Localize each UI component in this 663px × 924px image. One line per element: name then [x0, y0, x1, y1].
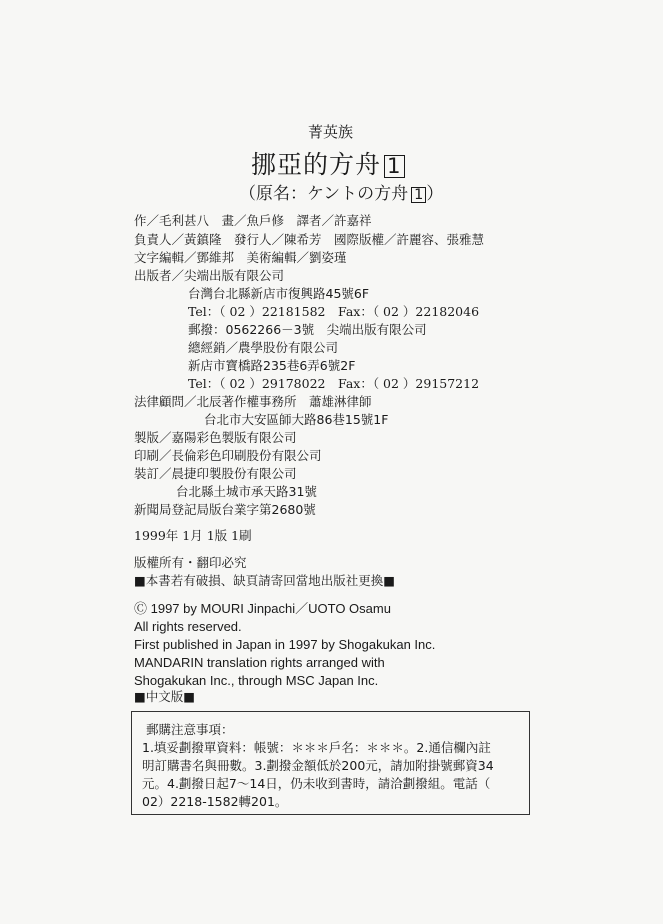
edition-line: 1999年 1月 1版 1刷 [134, 528, 252, 543]
distributor-phone-fax: Tel：（ 02 ）29178022 Fax：（ 02 ）29157212 [188, 376, 480, 391]
copyright-notice: 版權所有・翻印必究 [134, 555, 247, 570]
legal-counsel-address: 台北市大安區師大路86巷15號1F [204, 412, 389, 427]
distributor: 總經銷／農學股份有限公司 [188, 340, 339, 355]
chinese-edition-label: ■中文版■ [134, 689, 196, 704]
publisher-imprint: 菁英族 [308, 123, 354, 141]
original-title-post: ） [426, 184, 444, 204]
mail-order-line: 元。4.劃撥日起7～14日，仍未收到書時，請洽劃撥組。電話（ [142, 776, 491, 791]
printer: 印刷／長倫彩色印刷股份有限公司 [134, 448, 322, 463]
binder: 裝訂／晨捷印製股份有限公司 [134, 466, 297, 481]
legal-counsel: 法律顧問／北辰著作權事務所 蕭雄淋律師 [134, 394, 372, 409]
registration-number: 新聞局登記局版台業字第2680號 [134, 502, 316, 517]
credits-line: 負責人／黃鎮隆 發行人／陳希芳 國際版權／許麗容、張雅慧 [134, 232, 485, 247]
mail-order-line: 02）2218-1582轉201。 [142, 794, 288, 809]
distributor-address: 新店市寶橋路235巷6弄6號2F [188, 358, 356, 373]
defect-return-notice: ■本書若有破損、缺頁請寄回當地出版社更換■ [134, 573, 396, 588]
plate-maker: 製版／嘉陽彩色製版有限公司 [134, 430, 297, 445]
mail-order-line: 明訂購書名與冊數。3.劃撥金額低於200元，請加附掛號郵資34 [142, 758, 494, 773]
first-published-line: First published in Japan in 1997 by Shogakukan Inc. [134, 637, 436, 652]
mail-order-heading: 郵購注意事項： [146, 722, 234, 737]
book-title [251, 152, 405, 178]
credits-line: 出版者／尖端出版有限公司 [134, 268, 285, 283]
original-volume-number: 1 [411, 187, 426, 203]
binder-address: 台北縣土城市承天路31號 [176, 484, 317, 499]
rights-reserved-line: All rights reserved. [134, 619, 242, 634]
translation-rights-line: MANDARIN translation rights arranged with [134, 655, 385, 670]
mail-order-line: 1.填妥劃撥單資料：帳號：＊＊＊戶名：＊＊＊。2.通信欄內註 [142, 740, 491, 755]
copyright-line-en: Ⓒ 1997 by MOURI Jinpachi／UOTO Osamu [134, 601, 391, 616]
credits-line: 作／毛利甚八 畫／魚戶修 譯者／許嘉祥 [134, 213, 372, 228]
volume-number: 1 [384, 155, 405, 178]
original-title [239, 186, 443, 203]
book-title-text: 挪亞的方舟 [251, 150, 382, 179]
publisher-phone-fax: Tel：（ 02 ）22181582 Fax：（ 02 ）22182046 [188, 304, 480, 319]
postal-account: 郵撥：0562266－3號 尖端出版有限公司 [188, 322, 427, 337]
original-title-pre: （原名：ケントの方舟 [239, 184, 409, 204]
credits-line: 文字編輯／鄧維邦 美術編輯／劉姿瑾 [134, 250, 347, 265]
publisher-address: 台灣台北縣新店市復興路45號6F [188, 286, 370, 301]
translation-agent-line: Shogakukan Inc., through MSC Japan Inc. [134, 673, 379, 688]
